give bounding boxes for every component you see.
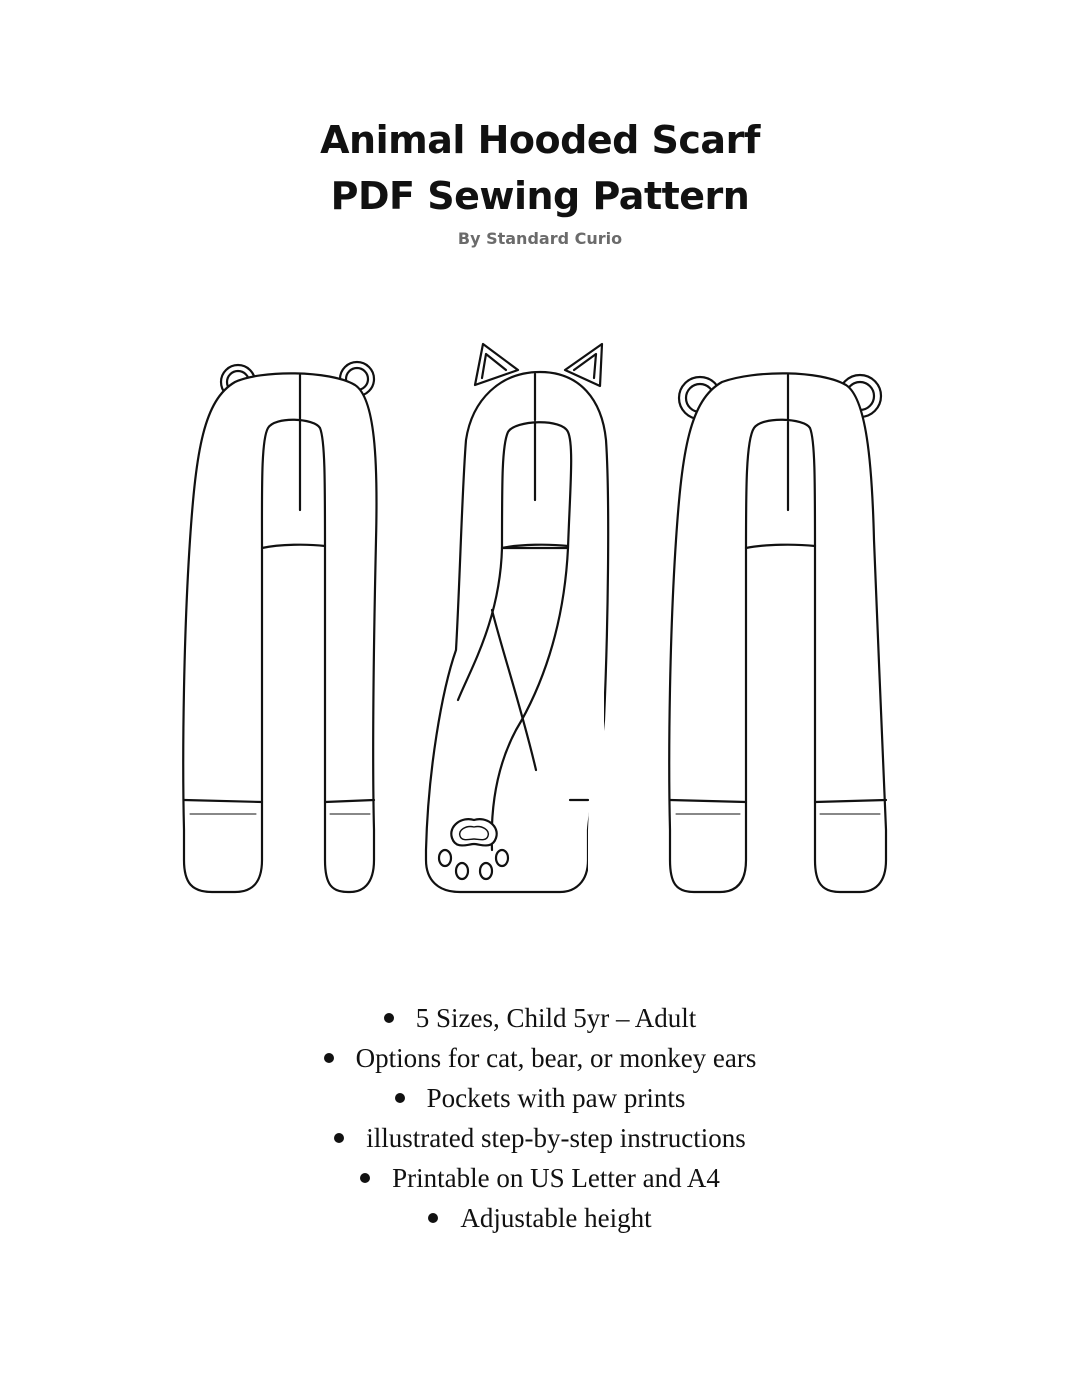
feature-text: Adjustable height [460,1203,652,1233]
feature-item [0,1158,1080,1198]
page-title-line-2: PDF Sewing Pattern [330,174,750,218]
author-byline: By Standard Curio [457,229,623,248]
scarf-drawing [170,330,910,910]
scarf-right-bear [669,373,886,892]
feature-text: Pockets with paw prints [426,1083,686,1113]
feature-item [0,1038,1080,1078]
page-title-line-1: Animal Hooded Scarf [320,118,760,162]
bullet-icon [384,1013,394,1023]
feature-item [0,1118,1080,1158]
feature-text: illustrated step-by-step instructions [366,1123,746,1153]
bullet-icon [360,1173,370,1183]
bullet-icon [428,1213,438,1223]
title-block [0,112,1080,252]
feature-list [0,998,1080,1238]
bullet-icon [324,1053,334,1063]
bullet-icon [334,1133,344,1143]
feature-item [0,1078,1080,1118]
feature-text: Options for cat, bear, or monkey ears [355,1043,757,1073]
scarf-middle-cat [426,344,608,892]
feature-text: Printable on US Letter and A4 [392,1163,720,1193]
feature-item [0,1198,1080,1238]
scarf-left-bear [183,362,376,892]
feature-item [0,998,1080,1038]
scarf-illustration [170,330,910,910]
feature-text: 5 Sizes, Child 5yr – Adult [415,1003,697,1033]
bullet-icon [395,1093,405,1103]
